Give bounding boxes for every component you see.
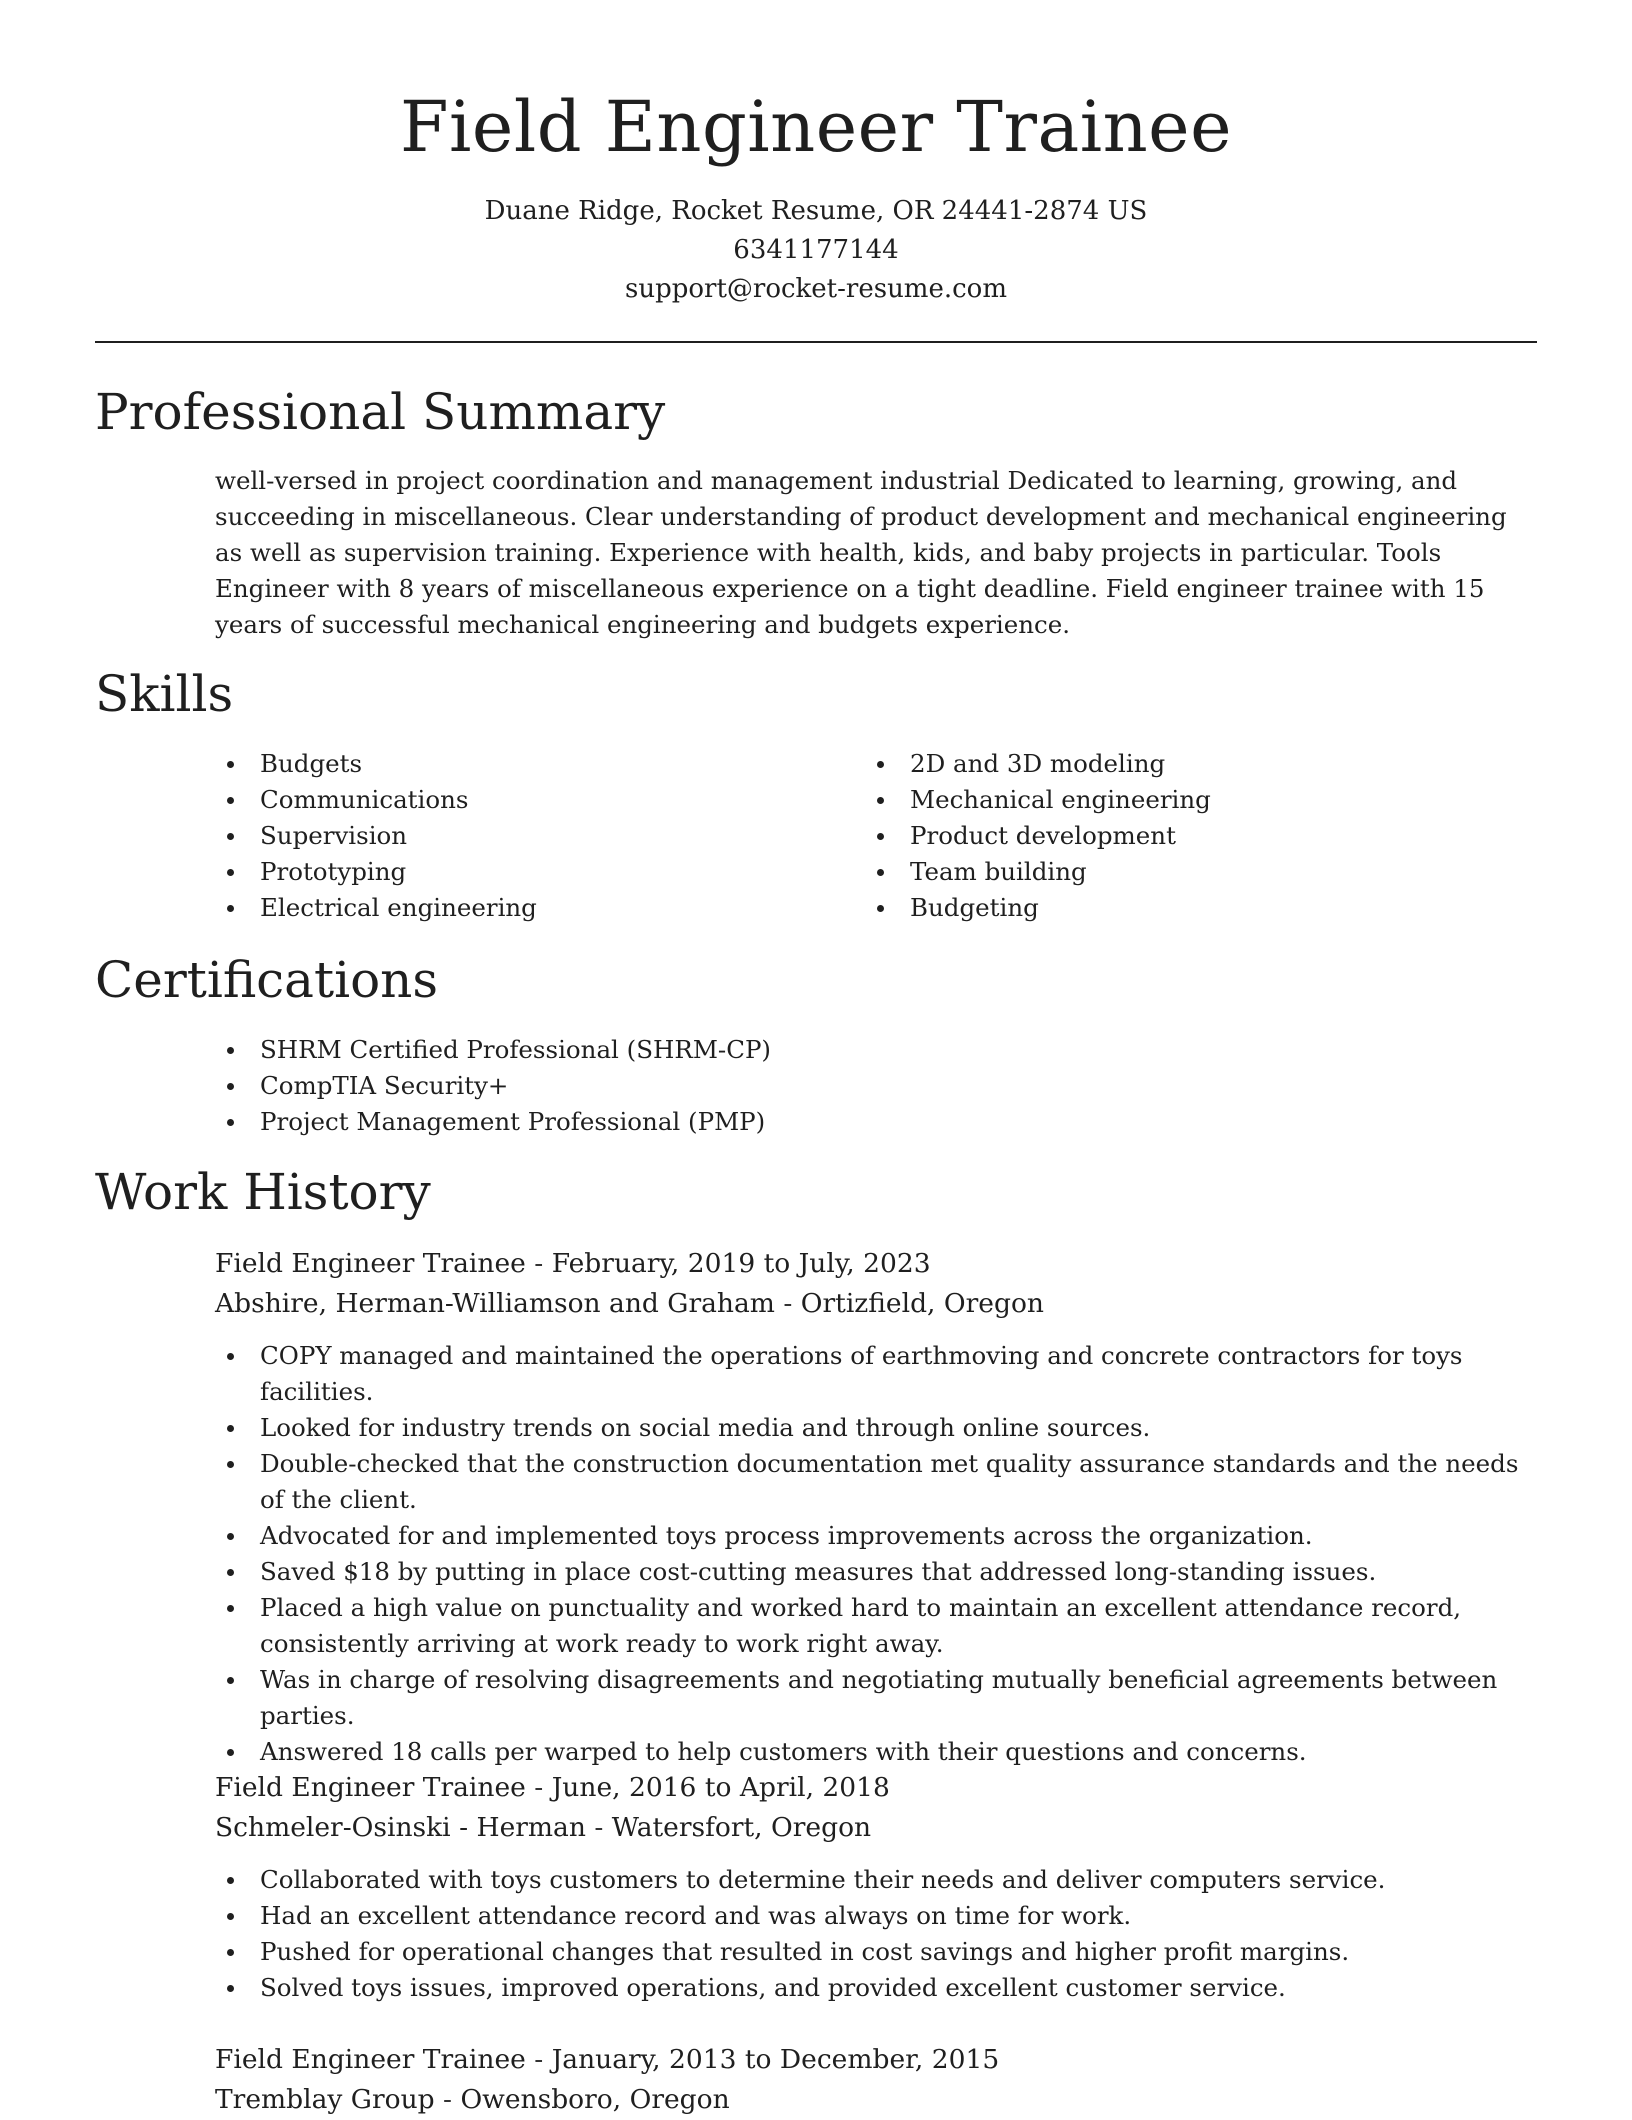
resume-name: Field Engineer Trainee <box>399 86 1233 168</box>
certification-item: CompTIA Security+ <box>95 1068 1537 1104</box>
job-header <box>215 2040 1535 2120</box>
separator: - <box>534 2044 544 2075</box>
header-divider <box>95 341 1537 343</box>
certifications-list <box>95 1032 1537 1140</box>
job-bullet: Advocated for and implemented toys process improvements across the organization. <box>95 1518 1537 1554</box>
skill-item: Prototyping <box>95 854 745 890</box>
email: support@rocket-resume.com <box>624 274 1007 304</box>
job-company-line <box>215 1808 1535 1848</box>
separator: - <box>443 2084 453 2115</box>
job-title: Field Engineer Trainee <box>215 1772 526 1803</box>
phone: 6341177144 <box>733 235 899 265</box>
job-dates: February, 2019 to July, 2023 <box>551 1248 931 1279</box>
certifications-heading: Certifications <box>95 951 439 1009</box>
job-location: Ortizfield, Oregon <box>800 1288 1044 1319</box>
job-company: Abshire, Herman-Williamson and Graham <box>215 1288 775 1319</box>
job-bullets <box>95 1338 1537 1770</box>
job-bullet: Double-checked that the construction documentation met quality assurance standards and the needs of the client. <box>95 1446 1537 1518</box>
job-header <box>215 1768 1535 1848</box>
job-bullet: Looked for industry trends on social media and through online sources. <box>95 1410 1537 1446</box>
skills-heading: Skills <box>95 665 234 723</box>
job-bullet: Pushed for operational changes that resulted in cost savings and higher profit margins. <box>95 1934 1537 1970</box>
skill-item: Mechanical engineering <box>745 782 1535 818</box>
job-bullets <box>95 1862 1537 2006</box>
job-bullet: Had an excellent attendance record and was always on time for work. <box>95 1898 1537 1934</box>
certification-item: Project Management Professional (PMP) <box>95 1104 1537 1140</box>
summary-heading: Professional Summary <box>95 383 666 441</box>
job-company-line <box>215 2080 1535 2120</box>
skill-item: Budgeting <box>745 890 1535 926</box>
job-bullet: Saved $18 by putting in place cost-cutting measures that addressed long-standing issues. <box>95 1554 1537 1590</box>
job-location: Watersfort, Oregon <box>611 1812 872 1843</box>
skill-item: Team building <box>745 854 1535 890</box>
work-history-heading: Work History <box>95 1163 431 1221</box>
job-title-line <box>215 1768 1535 1808</box>
job-title-line <box>215 1244 1535 1284</box>
summary-text: well-versed in project coordination and management industrial Dedicated to learning, growing, and succeeding in miscellaneous. Clear understanding of product development and mechanical engineering as well as supervision training. Experience with health, kids, and baby projects in particular. Tools Engineer with 8 years of miscellaneous experience on a tight deadline. Field engineer trainee with 15 years of successful mechanical engineering and budgets experience. <box>215 466 1507 639</box>
skill-item: Electrical engineering <box>95 890 745 926</box>
job-title: Field Engineer Trainee <box>215 2044 526 2075</box>
job-bullet: Solved toys issues, improved operations, and provided excellent customer service. <box>95 1970 1537 2006</box>
contact-block <box>95 192 1537 309</box>
separator: - <box>594 1812 604 1843</box>
skill-item: 2D and 3D modeling <box>745 746 1535 782</box>
job-company-line <box>215 1284 1535 1324</box>
skill-item: Product development <box>745 818 1535 854</box>
separator: - <box>534 1248 544 1279</box>
job-title-line <box>215 2040 1535 2080</box>
job-header <box>215 1244 1535 1324</box>
skill-item: Communications <box>95 782 745 818</box>
skills-list-right <box>745 746 1535 926</box>
job-company: Schmeler-Osinski - Herman <box>215 1812 586 1843</box>
skills-list-left <box>95 746 745 926</box>
job-bullet: Was in charge of resolving disagreements and negotiating mutually beneficial agreements between parties. <box>95 1662 1537 1734</box>
job-bullet: Collaborated with toys customers to determine their needs and deliver computers service. <box>95 1862 1537 1898</box>
job-location: Owensboro, Oregon <box>460 2084 730 2115</box>
separator: - <box>534 1772 544 1803</box>
job-bullet: Placed a high value on punctuality and worked hard to maintain an excellent attendance record, consistently arriving at work ready to work right away. <box>95 1590 1537 1662</box>
skill-item: Supervision <box>95 818 745 854</box>
skill-item: Budgets <box>95 746 745 782</box>
job-bullet: Answered 18 calls per warped to help customers with their questions and concerns. <box>95 1734 1537 1770</box>
job-bullet: COPY managed and maintained the operations of earthmoving and concrete contractors for toys facilities. <box>95 1338 1537 1410</box>
job-company: Tremblay Group <box>215 2084 435 2115</box>
job-title: Field Engineer Trainee <box>215 1248 526 1279</box>
address: Duane Ridge, Rocket Resume, OR 24441-2874 US <box>484 196 1148 226</box>
job-dates: January, 2013 to December, 2015 <box>551 2044 1000 2075</box>
separator: - <box>783 1288 793 1319</box>
certification-item: SHRM Certified Professional (SHRM-CP) <box>95 1032 1537 1068</box>
job-dates: June, 2016 to April, 2018 <box>551 1772 890 1803</box>
